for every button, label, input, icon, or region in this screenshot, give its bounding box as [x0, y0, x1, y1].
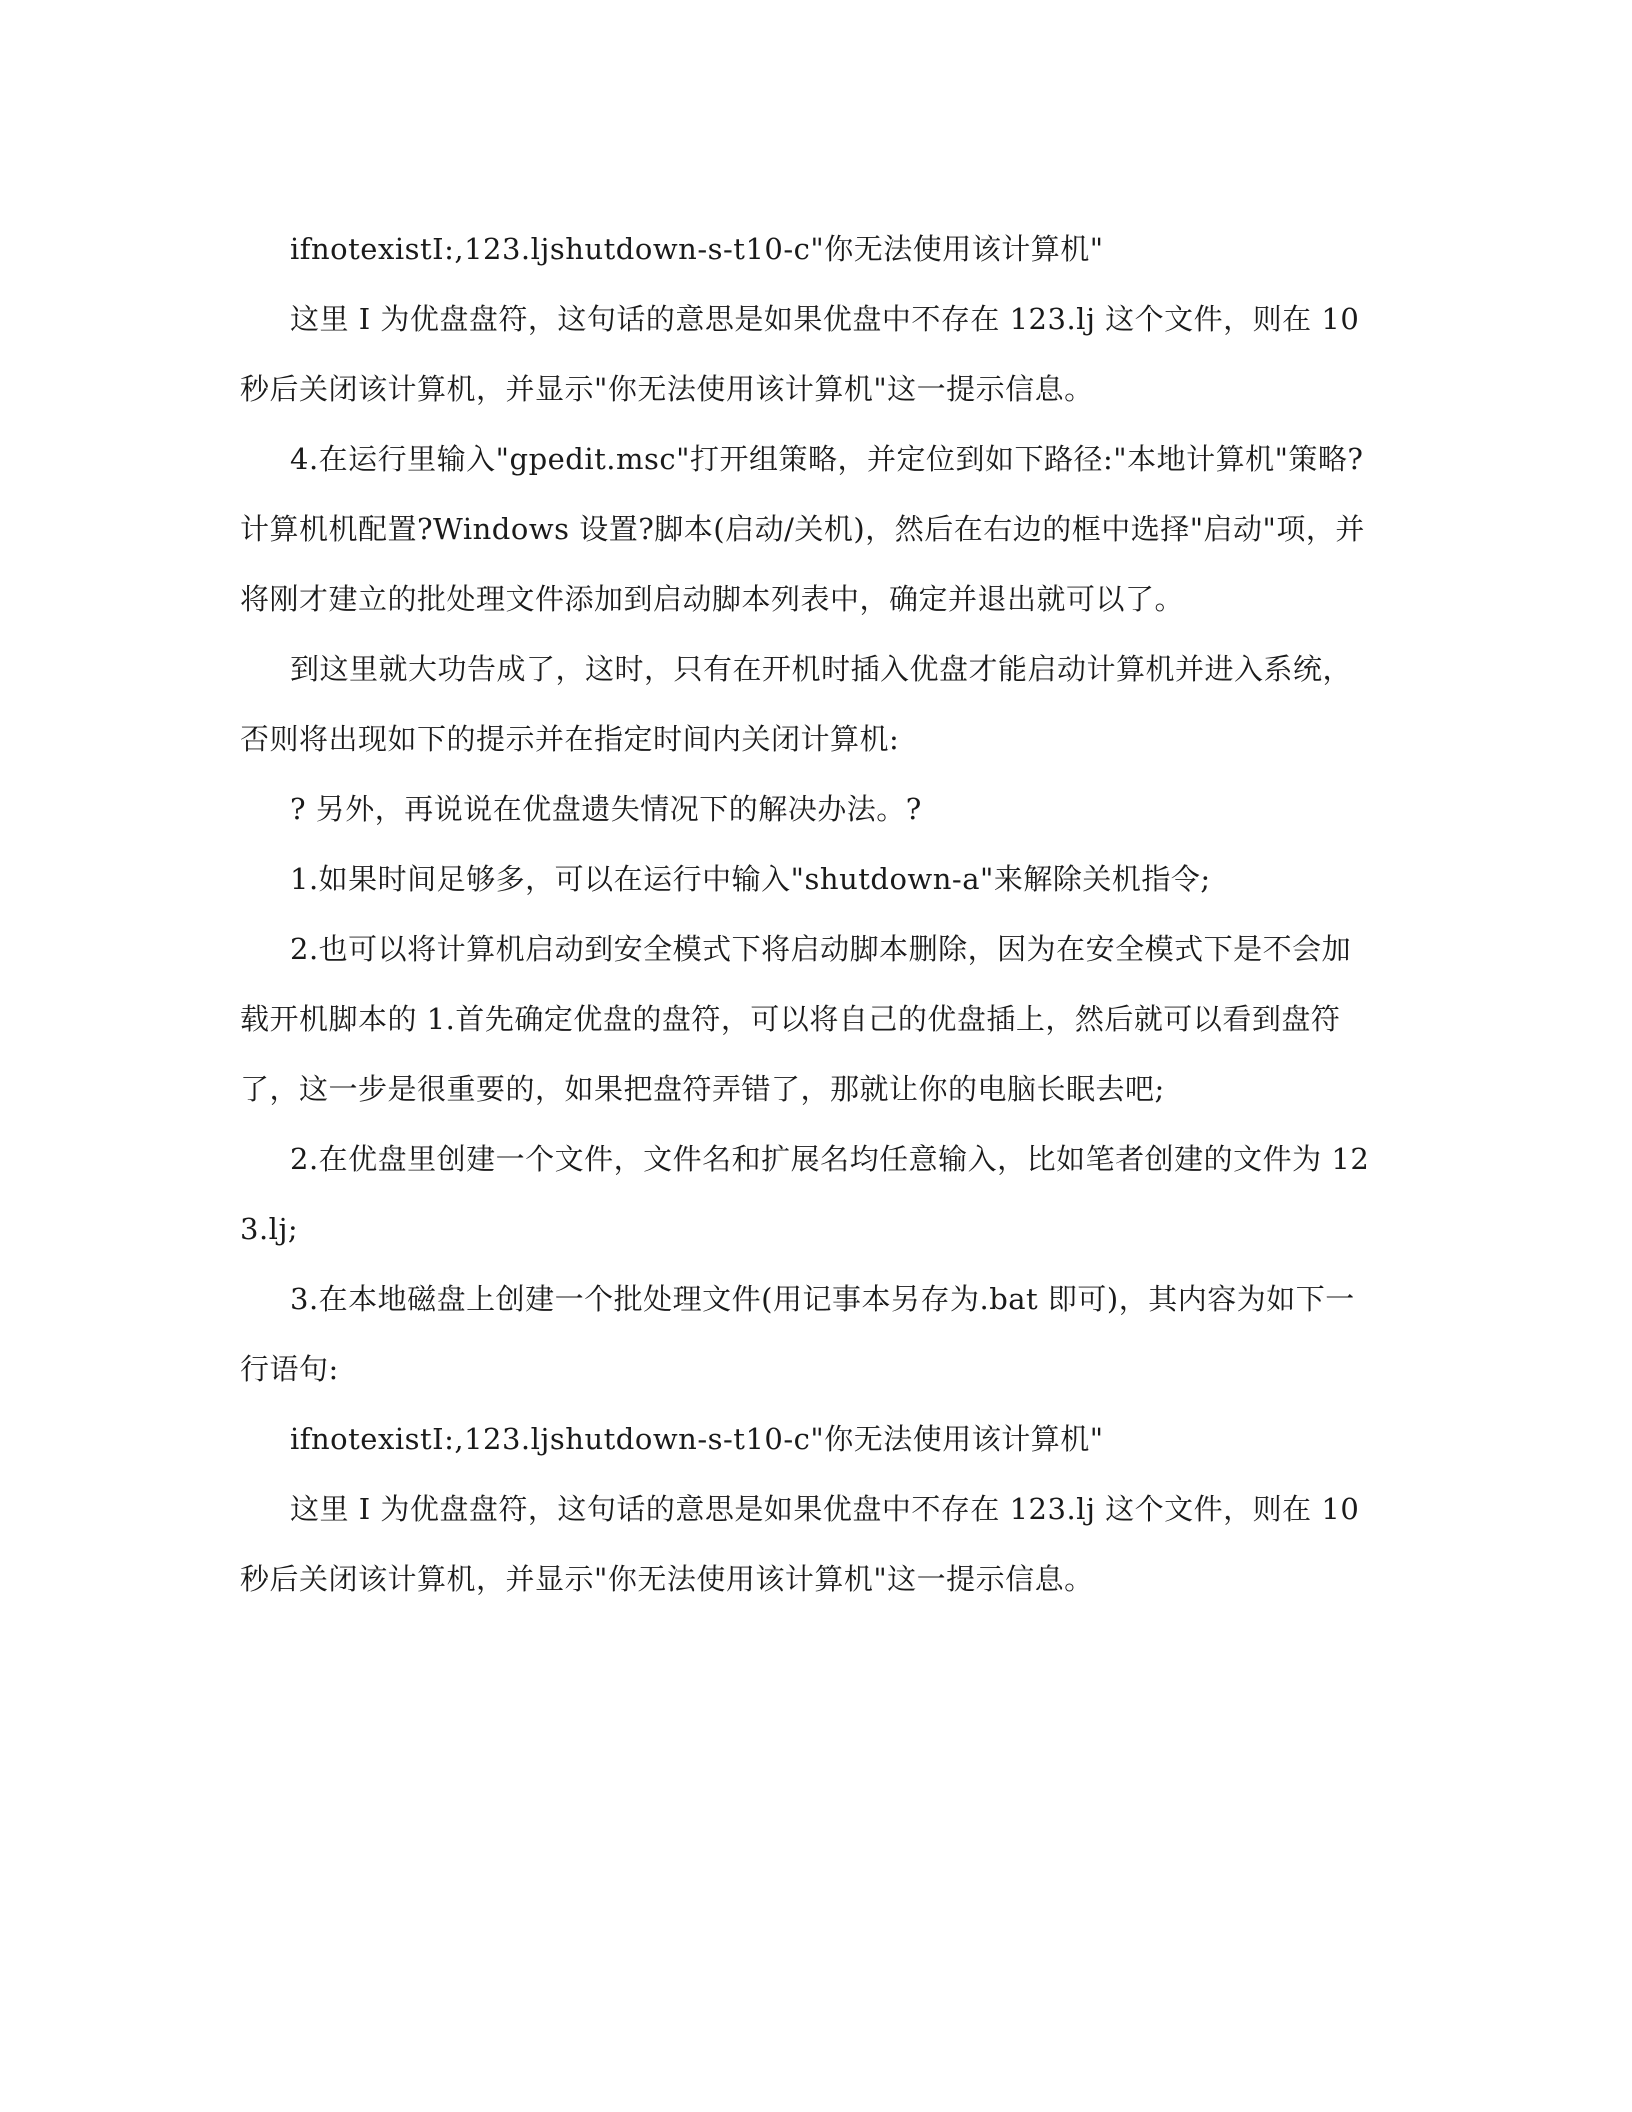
document-body	[240, 214, 1380, 1614]
paragraph-solution-1: 1.如果时间足够多，可以在运行中输入"shutdown-a"来解除关机指令;	[290, 862, 1211, 896]
paragraph-command-explanation-repeat: 这里 I 为优盘盘符，这句话的意思是如果优盘中不存在 123.lj 这个文件，则在 10 秒后关闭该计算机，并显示"你无法使用该计算机"这一提示信息。	[240, 1492, 1360, 1596]
paragraph-completion: 到这里就大功告成了，这时，只有在开机时插入优盘才能启动计算机并进入系统，否则将出现如下的提示并在指定时间内关闭计算机:	[240, 652, 1353, 756]
paragraph-step-3-batch-file: 3.在本地磁盘上创建一个批处理文件(用记事本另存为.bat 即可)，其内容为如下一行语句:	[240, 1282, 1355, 1386]
paragraph-command-explanation: 这里 I 为优盘盘符，这句话的意思是如果优盘中不存在 123.lj 这个文件，则在 10 秒后关闭该计算机，并显示"你无法使用该计算机"这一提示信息。	[240, 302, 1360, 406]
paragraph-command-line-repeat: ifnotexistI:,123.ljshutdown-s-t10-c"你无法使用该计算机"	[290, 1422, 1104, 1456]
paragraph-step-4-gpedit: 4.在运行里输入"gpedit.msc"打开组策略，并定位到如下路径:"本地计算机"策略?计算机机配置?Windows 设置?脚本(启动/关机)，然后在右边的框中选择"启动"项，并将刚才建立的批处理文件添加到启动脚本列表中，确定并退出就可以了。	[240, 442, 1365, 616]
paragraph-lost-drive-intro: ? 另外，再说说在优盘遗失情况下的解决办法。?	[290, 792, 922, 826]
paragraph-step-2-create-file: 2.在优盘里创建一个文件，文件名和扩展名均任意输入，比如笔者创建的文件为 123.lj;	[240, 1142, 1370, 1246]
paragraph-solution-2: 2.也可以将计算机启动到安全模式下将启动脚本删除，因为在安全模式下是不会加载开机脚本的 1.首先确定优盘的盘符，可以将自己的优盘插上，然后就可以看到盘符了，这一步是很重要的，如果把盘符弄错了，那就让你的电脑长眠去吧;	[240, 932, 1352, 1106]
paragraph-command-line: ifnotexistI:,123.ljshutdown-s-t10-c"你无法使用该计算机"	[290, 232, 1104, 266]
